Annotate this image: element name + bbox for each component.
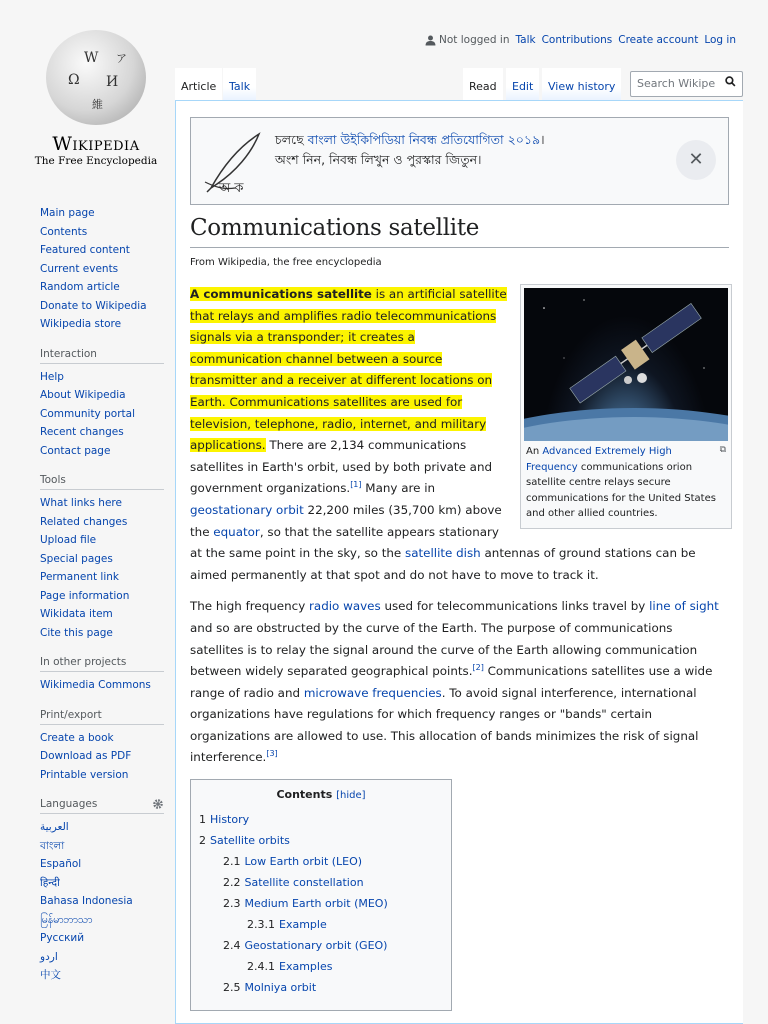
sidebar-item-random-article[interactable]: Random article [40,281,120,293]
toc-item[interactable] [199,809,443,830]
lead-text-3: 22,200 miles (35,700 km) above the [190,502,502,539]
aehf-link[interactable]: Advanced Extremely High Frequency [526,446,672,473]
logo-wordmark: Wikipedia [52,133,140,155]
sidebar-item-what-links-here[interactable]: What links here [40,497,122,509]
lead-text-2: Many are in [361,481,436,496]
log-in-link[interactable]: Log in [704,34,736,46]
search-input[interactable] [630,71,743,97]
enlarge-icon[interactable]: ⧉ [719,445,726,455]
toc-link[interactable]: Satellite constellation [244,876,364,890]
toc-link[interactable]: History [210,813,250,827]
language-link-bahasa-indonesia[interactable]: Bahasa Indonesia [40,895,133,907]
lead-bold-term: A communications satellite [190,287,372,301]
toc-item[interactable] [199,872,443,893]
sidebar-item-wikidata-item[interactable]: Wikidata item [40,608,113,620]
sidebar-item-donate-to-wikipedia[interactable]: Donate to Wikipedia [40,299,147,312]
tab-read[interactable]: Read [463,68,503,100]
user-status [425,34,509,46]
toc-number: 2 [199,834,206,848]
lead-text-1: There are 2,134 communications satellites in Earth's orbit, used by both private and government organizations. [190,438,493,496]
sidebar-navigation [40,204,164,334]
quill-letters: অ ক [219,181,244,194]
sidebar-interaction [40,368,164,461]
sidebar-item-main-page[interactable]: Main page [40,207,95,219]
contest-banner [190,117,729,205]
page-title: Communications satellite [190,213,729,248]
toc-link[interactable]: Low Earth orbit (LEO) [244,855,363,869]
banner-line-2: অংশ নিন, নিবন্ধ লিখুন ও পুরস্কার জিতুন। [275,152,482,167]
p2-text-3: and so are obstructed by the curve of the Earth. The purpose of communications satellites is to relay the signal around the curve of the Earth allowing communication between widely separated geographical points. [190,620,698,679]
infobox-thumbnail [520,284,732,529]
sidebar-item-cite-this-page[interactable]: Cite this page [40,626,113,639]
toc-item[interactable] [199,830,443,851]
highlighted-text [190,287,507,452]
lead-text-4: , so that the satellite appears stationary at the same point in the sky, so the [190,524,499,561]
sidebar-item-special-pages[interactable]: Special pages [40,552,113,565]
sidebar-item-page-information[interactable]: Page information [40,589,130,602]
tab-edit[interactable]: Edit [506,68,539,100]
toc-number: 2.3.1 [247,918,275,932]
sidebar-item-wikipedia-store[interactable]: Wikipedia store [40,318,122,330]
sidebar-print [40,729,164,785]
sidebar-item-related-changes[interactable]: Related changes [40,515,128,528]
content-area [175,100,743,1024]
toc-link[interactable]: Examples [279,960,333,974]
languages-heading-label: Languages [40,798,98,810]
toc-number: 2.5 [223,981,241,995]
sidebar-heading-print: Print/export [40,709,164,725]
language-link-espa-ol[interactable]: Español [40,858,82,870]
language-link-5[interactable]: မြန်မာဘာသာ [40,913,93,926]
sidebar-tools [40,494,164,642]
sidebar-item-wikimedia-commons[interactable]: Wikimedia Commons [40,679,151,691]
caption-rest: communications orion satellite centre relays secure communications for the United States and other allied countries. [526,461,716,519]
second-paragraph [190,596,729,769]
sidebar-languages [40,818,164,985]
sidebar-heading-languages [40,798,164,814]
toc-list [199,809,443,998]
toc-hide-toggle[interactable]: [hide] [336,790,366,802]
toc-item[interactable] [199,914,443,935]
gear-icon[interactable] [152,798,164,810]
search-placeholder: Search Wikipe [637,77,716,90]
toc-item[interactable] [199,977,443,998]
sidebar-heading-interaction: Interaction [40,348,164,364]
lead-text-5: antennas of ground stations can be aimed permanently at that spot and do not have to move to track it. [190,546,696,582]
banner-line1-suffix: । [540,132,545,147]
reference-1[interactable]: [1] [350,480,362,490]
geostationary-orbit-link[interactable]: geostationary orbit [190,502,304,517]
sidebar-projects [40,676,164,695]
puzzle-globe-icon: W Ω И 維 ア [46,30,146,125]
language-link-3[interactable]: हिन्दी [40,876,60,889]
personal-talk-link[interactable]: Talk [515,34,536,46]
p2-text-4: Communications satellites use a wide range of radio and [190,664,713,700]
sidebar-heading-projects: In other projects [40,656,164,672]
contest-link[interactable]: বাংলা উইকিপিডিয়া নিবন্ধ প্রতিযোগিতা ২০১৯ [307,132,541,147]
toc-item[interactable] [199,935,443,956]
toc-title [199,788,443,801]
sidebar-heading-tools: Tools [40,474,164,490]
satellite-dish-link[interactable]: satellite dish [405,546,481,561]
page-tabs [175,68,743,100]
toc-item[interactable] [199,893,443,914]
sidebar-item-featured-content[interactable]: Featured content [40,244,130,256]
toc-link[interactable]: Example [279,918,327,932]
language-link-7[interactable]: اردو [40,950,58,963]
reference-3[interactable]: [3] [266,749,278,759]
sidebar-item-download-as-pdf[interactable]: Download as PDF [40,750,132,762]
sidebar-item-recent-changes[interactable]: Recent changes [40,426,124,438]
not-logged-in-text: Not logged in [439,34,510,46]
tab-article[interactable]: Article [175,68,222,100]
line-of-sight-link[interactable]: line of sight [649,599,719,614]
satellite-image[interactable] [524,288,728,441]
toc-link[interactable]: Medium Earth orbit (MEO) [244,897,388,911]
sidebar [40,204,164,985]
banner-line1-prefix: চলছে [275,132,308,147]
sidebar-item-about-wikipedia[interactable]: About Wikipedia [40,389,126,401]
microwave-frequencies-link[interactable]: microwave frequencies [303,685,442,700]
toc-link[interactable]: Geostationary orbit (GEO) [244,939,388,953]
logo-tagline: The Free Encyclopedia [34,155,158,167]
contributions-link[interactable]: Contributions [541,34,613,46]
toc-number: 2.4 [223,939,241,953]
toc-item[interactable] [199,851,443,872]
sidebar-item-create-a-book[interactable]: Create a book [40,731,114,744]
toc-link[interactable]: Molniya orbit [244,981,317,995]
lead-highlight-rest: is an artificial satellite that relays and amplifies radio telecommunications signals via a transponder; it creates a communication channel between a source transmitter and a receiver at different locations on Earth. Communications satellites are used for television, telephone, radio, internet, and military applications. [190,287,507,453]
reference-2[interactable]: [2] [472,663,484,673]
create-account-link[interactable]: Create account [618,34,699,46]
p2-text-5: . To avoid signal interference, international organizations have regulations for which frequency ranges or "bands" certain organizations are allowed to use. This allocation of bands minimizes the risk of signal interference. [190,685,699,765]
banner-text [275,130,545,170]
sidebar-item-permanent-link[interactable]: Permanent link [40,571,120,583]
user-icon [425,35,436,46]
radio-waves-link[interactable]: radio waves [309,599,381,614]
sidebar-item-current-events[interactable]: Current events [40,262,119,275]
site-subtitle: From Wikipedia, the free encyclopedia [190,257,382,268]
sidebar-item-contents[interactable]: Contents [40,225,88,238]
search-icon[interactable] [725,76,736,90]
toc-number: 2.2 [223,876,241,890]
tab-view-history[interactable]: View history [542,68,621,100]
banner-line-1 [275,130,545,150]
toc-number: 2.4.1 [247,960,275,974]
toc-link[interactable]: Satellite orbits [210,834,290,848]
p2-text-2: used for telecommunications links travel by [380,599,650,614]
table-of-contents [190,779,452,1011]
sidebar-item-community-portal[interactable]: Community portal [40,407,135,420]
tab-talk[interactable]: Talk [223,68,256,100]
language-link-6[interactable]: Русский [40,932,85,944]
language-link-0[interactable]: العربية [40,821,69,833]
thumbnail-caption [524,441,728,525]
language-link-8[interactable]: 中文 [40,969,61,981]
language-link-1[interactable]: বাংলা [40,839,65,852]
sidebar-item-printable-version[interactable]: Printable version [40,768,129,781]
personal-tools [425,34,736,46]
toc-item[interactable] [199,956,443,977]
toc-number: 1 [199,813,206,827]
toc-number: 2.1 [223,855,241,869]
quill-icon [203,130,263,194]
sidebar-item-upload-file[interactable]: Upload file [40,534,97,546]
caption-prefix: An [526,446,543,457]
wikipedia-logo[interactable] [28,30,164,167]
p2-text-1: The high frequency [190,599,310,614]
toc-number: 2.3 [223,897,241,911]
sidebar-item-contact-page[interactable]: Contact page [40,444,111,457]
equator-link[interactable]: equator [213,524,260,539]
toc-title-label: Contents [276,788,333,802]
close-banner-button[interactable]: ✕ [676,140,716,180]
sidebar-item-help[interactable]: Help [40,370,64,383]
